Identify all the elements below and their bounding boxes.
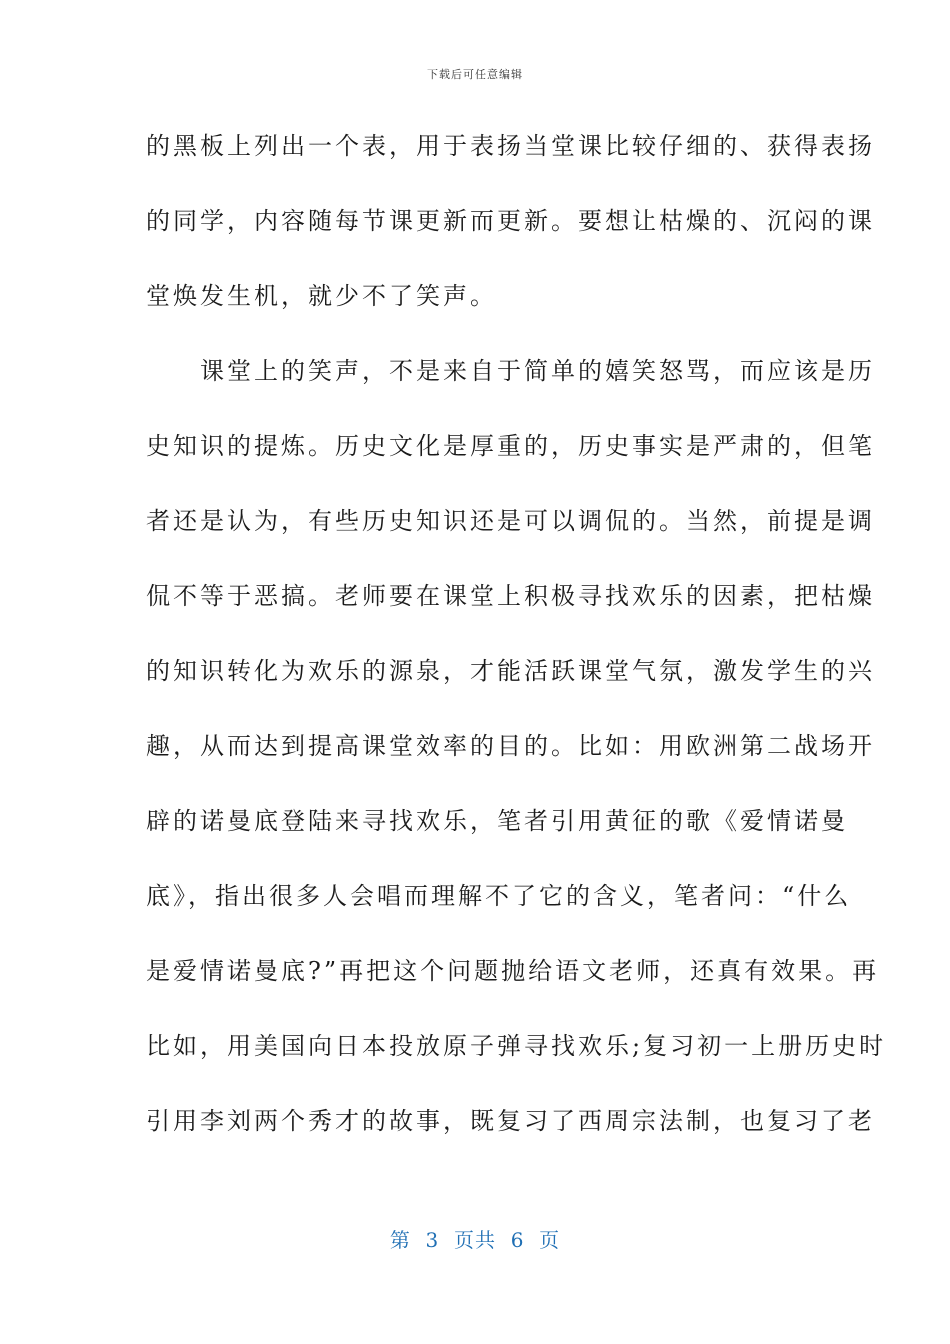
text-line: 底》，指出很多人会唱而理解不了它的含义，笔者问：“什么 [146,882,852,910]
text-line: 引用李刘两个秀才的故事，既复习了西周宗法制，也复习了老 [146,1107,875,1135]
text-line: 者还是认为，有些历史知识还是可以调侃的。当然，前提是调 [146,507,875,535]
text-line: 堂焕发生机，就少不了笑声。 [146,282,497,310]
text-line: 比如，用美国向日本投放原子弹寻找欢乐;复习初一上册历史时 [146,1032,887,1060]
page-header-note: 下载后可任意编辑 [427,68,523,81]
text-line: 侃不等于恶搞。老师要在课堂上积极寻找欢乐的因素，把枯燥 [146,582,875,610]
text-line: 史知识的提炼。历史文化是厚重的，历史事实是严肃的，但笔 [146,432,875,460]
text-line: 的同学，内容随每节课更新而更新。要想让枯燥的、沉闷的课 [146,207,875,235]
document-body [146,121,887,1171]
text-line: 的黑板上列出一个表，用于表扬当堂课比较仔细的、获得表扬 [146,132,875,160]
page-number-footer: 第 3 页共 6 页 [389,1228,561,1252]
text-line: 的知识转化为欢乐的源泉，才能活跃课堂气氛，激发学生的兴 [146,657,875,685]
text-line: 课堂上的笑声，不是来自于简单的嬉笑怒骂，而应该是历 [146,357,875,385]
text-line: 趣，从而达到提高课堂效率的目的。比如：用欧洲第二战场开 [146,732,875,760]
text-line: 辟的诺曼底登陆来寻找欢乐，笔者引用黄征的歌《爱情诺曼 [146,807,848,835]
text-line: 是爱情诺曼底?”再把这个问题抛给语文老师，还真有效果。再 [146,957,880,985]
